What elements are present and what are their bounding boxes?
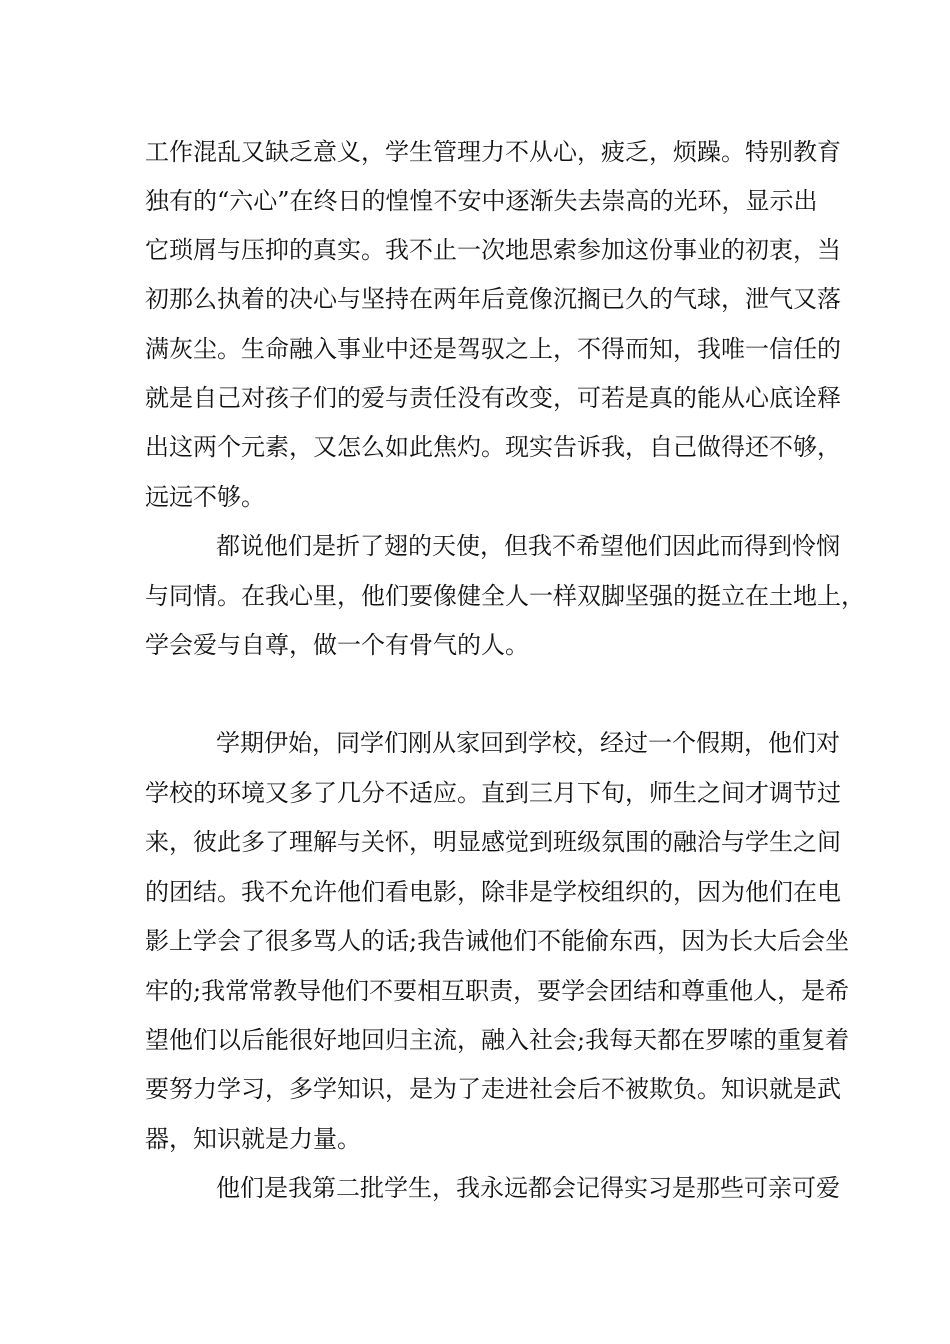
- text-line: 学校的环境又多了几分不适应。直到三月下旬，师生之间才调节过: [145, 779, 841, 807]
- text-line: 学会爱与自尊，做一个有骨气的人。: [145, 631, 529, 659]
- text-line: 他们是我第二批学生，我永远都会记得实习是那些可亲可爱: [216, 1174, 840, 1202]
- text-line: 与同情。在我心里，他们要像健全人一样双脚坚强的挺立在土地上，: [145, 582, 865, 610]
- text-line: 牢的;我常常教导他们不要相互职责，要学会团结和尊重他人，是希: [145, 977, 850, 1005]
- text-line: 影上学会了很多骂人的话;我告诫他们不能偷东西，因为长大后会坐: [145, 927, 850, 955]
- text-line: 它琐屑与压抑的真实。我不止一次地思索参加这份事业的初衷，当: [145, 236, 841, 264]
- text-line: 工作混乱又缺乏意义，学生管理力不从心，疲乏，烦躁。特别教育: [145, 138, 841, 166]
- text-line: 要努力学习，多学知识，是为了走进社会后不被欺负。知识就是武: [145, 1075, 841, 1103]
- text-line: 的团结。我不允许他们看电影，除非是学校组织的，因为他们在电: [145, 878, 841, 906]
- text-line: 出这两个元素，又怎么如此焦灼。现实告诉我，自己做得还不够，: [145, 433, 841, 461]
- text-line: 望他们以后能很好地回归主流，融入社会;我每天都在罗嗦的重复着: [145, 1026, 850, 1054]
- text-line: 初那么执着的决心与坚持在两年后竟像沉搁已久的气球，泄气又落: [145, 285, 841, 313]
- text-line: 都说他们是折了翅的天使，但我不希望他们因此而得到怜悯: [216, 532, 840, 560]
- text-line: 器，知识就是力量。: [145, 1125, 361, 1153]
- text-line: 学期伊始，同学们刚从家回到学校，经过一个假期，他们对: [216, 729, 840, 757]
- text-line: 远远不够。: [145, 483, 265, 511]
- text-line: 独有的“六心”在终日的惶惶不安中逐渐失去崇高的光环，显示出: [145, 187, 818, 215]
- text-line: 就是自己对孩子们的爱与责任没有改变，可若是真的能从心底诠释: [145, 384, 841, 412]
- text-line: 来，彼此多了理解与关怀，明显感觉到班级氛围的融洽与学生之间: [145, 828, 841, 856]
- text-line: 满灰尘。生命融入事业中还是驾驭之上，不得而知，我唯一信任的: [145, 335, 841, 363]
